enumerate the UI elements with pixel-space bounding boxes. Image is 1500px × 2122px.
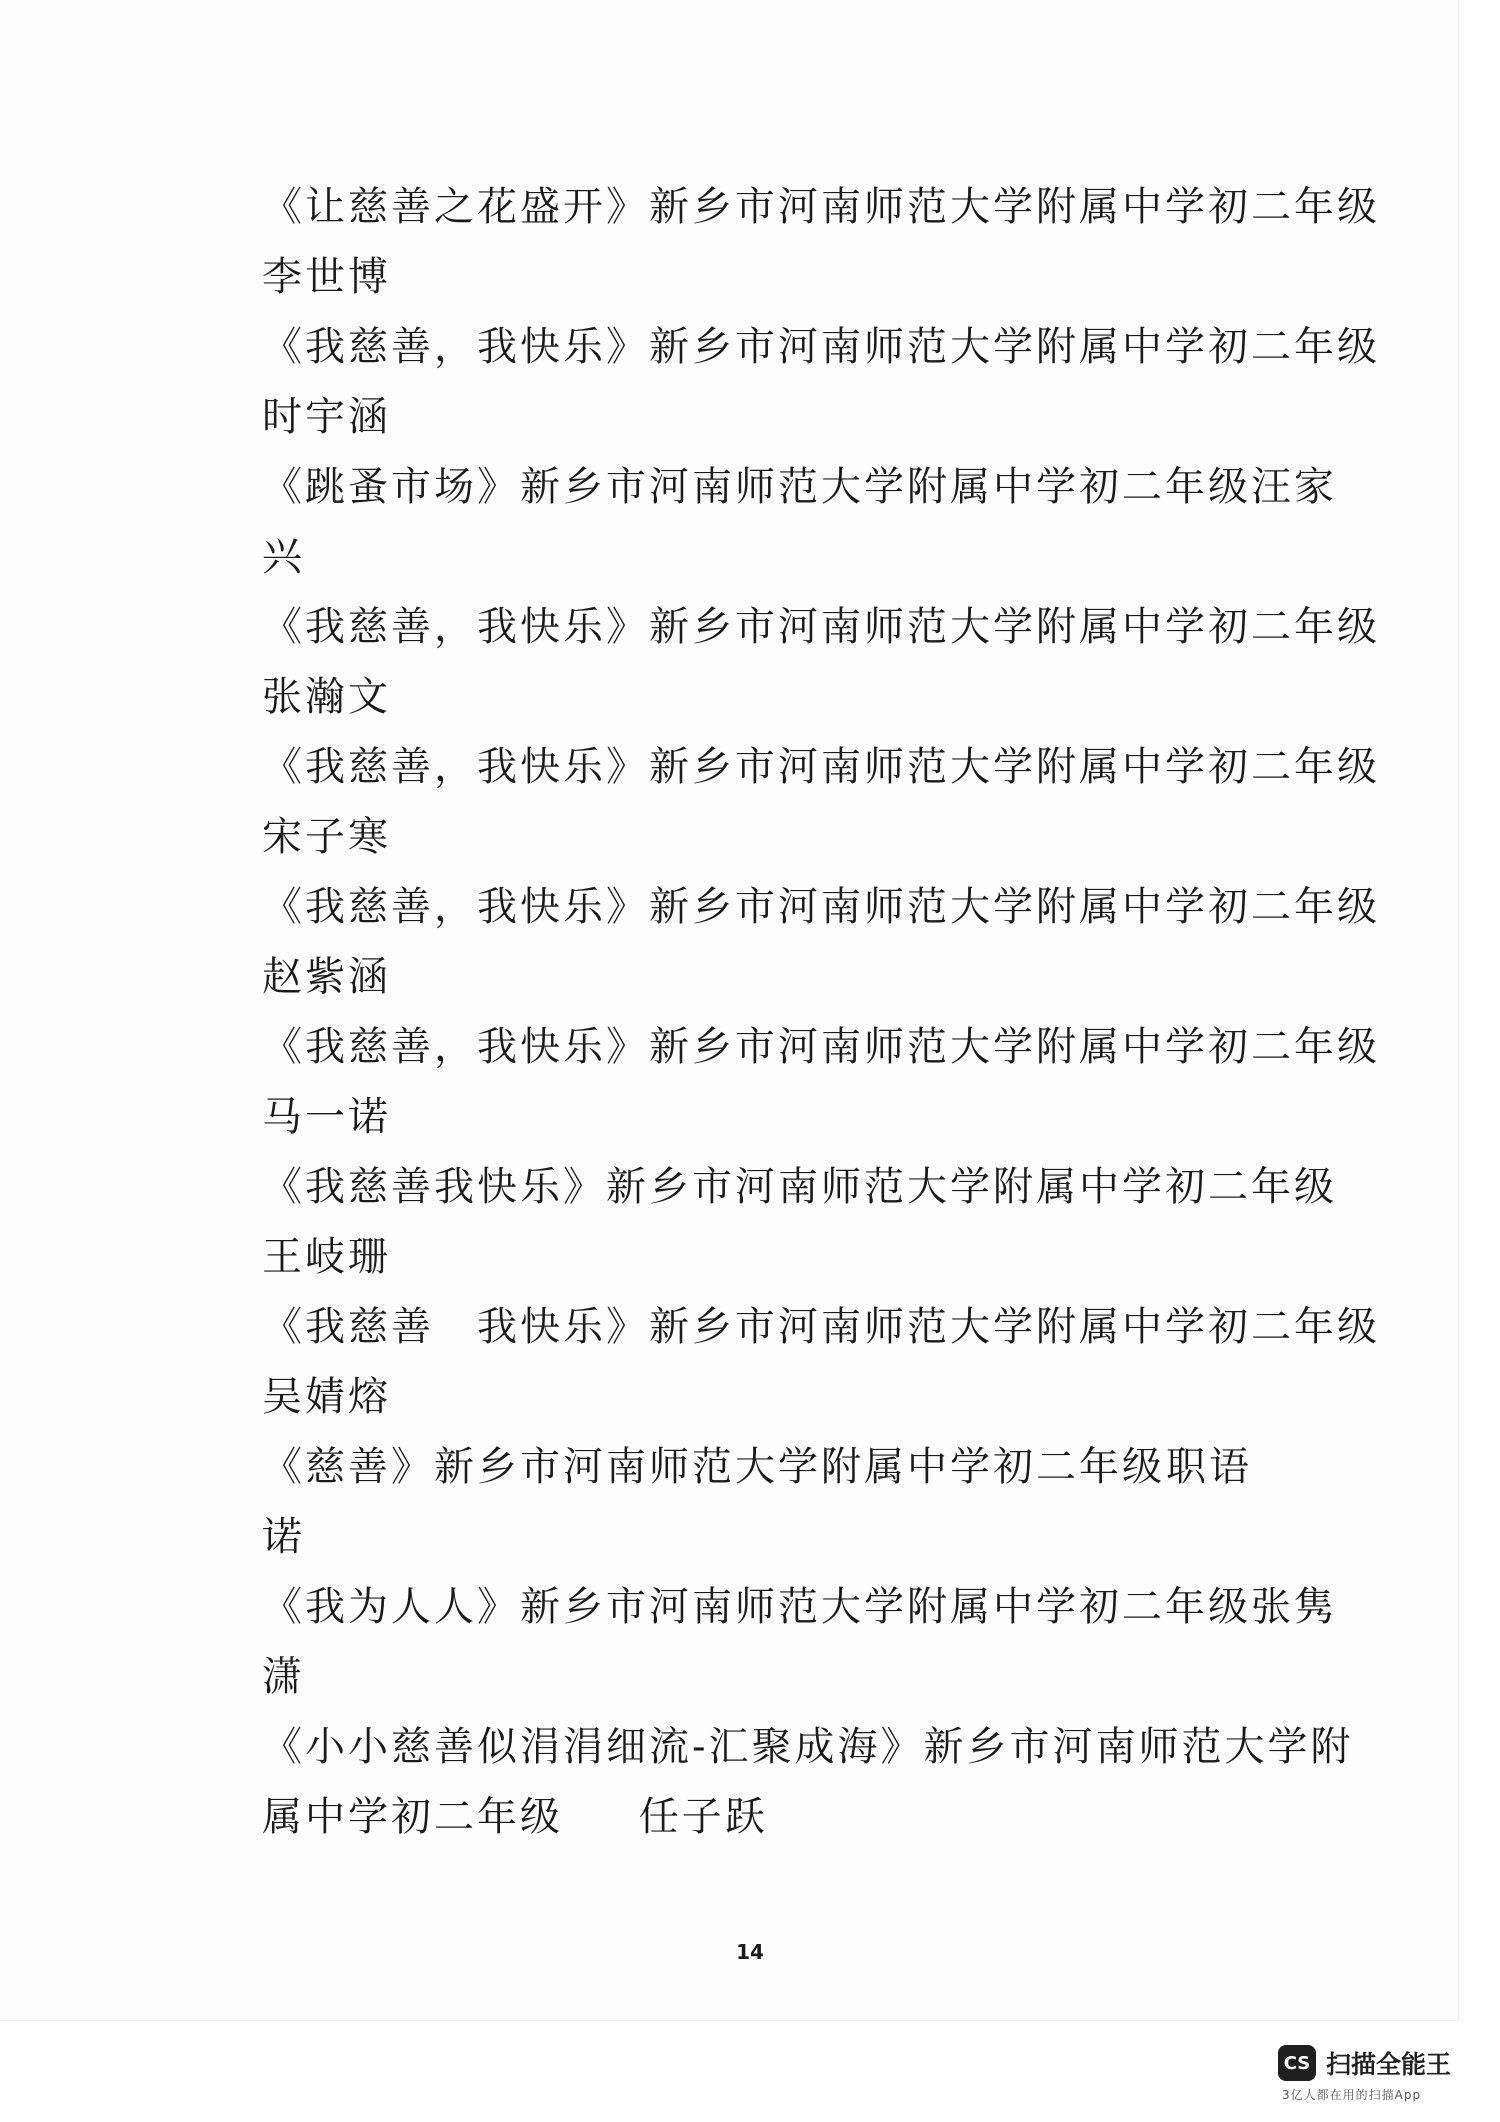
entry-7 — [262, 1012, 1380, 1152]
entry-title-text: 《慈善》新乡市河南师范大学附属中学初二年级 — [262, 1444, 1165, 1490]
entry-3 — [262, 452, 1337, 592]
entry-title-line — [262, 452, 1337, 522]
entry-title-line: 《我慈善，我快乐》新乡市河南师范大学附属中学初二年级 — [262, 324, 1380, 370]
entry-title-line — [262, 1432, 1252, 1502]
entry-title-line: 《小小慈善似涓涓细流-汇聚成海》新乡市河南师范大学附 — [262, 1724, 1354, 1770]
entry-author: 兴 — [262, 534, 305, 580]
camscanner-logo-icon: CS — [1278, 2045, 1316, 2081]
entry-author-part: 张隽 — [1251, 1584, 1337, 1630]
entry-title-line: 《我慈善 我快乐》新乡市河南师范大学附属中学初二年级 — [262, 1304, 1380, 1350]
entry-author: 张瀚文 — [262, 674, 391, 720]
entry-author-part: 汪家 — [1251, 464, 1337, 510]
entry-author: 任子跃 — [638, 1794, 768, 1840]
entry-title-continued — [262, 1782, 1262, 1852]
entry-author: 潇 — [262, 1654, 305, 1700]
entry-author: 时宇涵 — [262, 394, 391, 440]
entry-author: 宋子寒 — [262, 814, 391, 860]
entry-author: 马一诺 — [262, 1094, 391, 1140]
entry-author: 李世博 — [262, 254, 391, 300]
watermark-app-name: 扫描全能王 — [1326, 2050, 1452, 2079]
entry-title-line: 《我慈善，我快乐》新乡市河南师范大学附属中学初二年级 — [262, 604, 1380, 650]
entry-title-text: 《跳蚤市场》新乡市河南师范大学附属中学初二年级 — [262, 464, 1251, 510]
entry-10 — [262, 1432, 1262, 1572]
entry-title-line: 《我慈善，我快乐》新乡市河南师范大学附属中学初二年级 — [262, 744, 1380, 790]
entry-list — [262, 172, 1380, 1852]
entry-title-text: 《我为人人》新乡市河南师范大学附属中学初二年级 — [262, 1584, 1251, 1630]
entry-author: 赵紫涵 — [262, 954, 391, 1000]
entry-11 — [262, 1572, 1337, 1712]
entry-1 — [262, 172, 1380, 312]
page-number: 14 — [736, 1940, 764, 1964]
entry-author-part: 职语 — [1166, 1444, 1252, 1490]
entry-4 — [262, 592, 1380, 732]
watermark-slogan: 3亿人都在用的扫描App — [1282, 2088, 1422, 2102]
entry-2 — [262, 312, 1380, 452]
entry-12 — [262, 1712, 1354, 1852]
entry-author: 诺 — [262, 1514, 305, 1560]
entry-title-line — [262, 1572, 1337, 1642]
entry-title-line: 《我慈善我快乐》新乡市河南师范大学附属中学初二年级 — [262, 1164, 1337, 1210]
entry-title-line: 《让慈善之花盛开》新乡市河南师范大学附属中学初二年级 — [262, 184, 1380, 230]
entry-9 — [262, 1292, 1380, 1432]
entry-author: 王岐珊 — [262, 1234, 391, 1280]
entry-title-line: 《我慈善，我快乐》新乡市河南师范大学附属中学初二年级 — [262, 884, 1380, 930]
scanner-watermark — [1278, 2044, 1478, 2104]
entry-title-text: 属中学初二年级 — [262, 1794, 563, 1840]
entry-title-line: 《我慈善，我快乐》新乡市河南师范大学附属中学初二年级 — [262, 1024, 1380, 1070]
entry-6 — [262, 872, 1380, 1012]
entry-8 — [262, 1152, 1337, 1292]
entry-5 — [262, 732, 1380, 872]
entry-author: 吴婧熔 — [262, 1374, 391, 1420]
